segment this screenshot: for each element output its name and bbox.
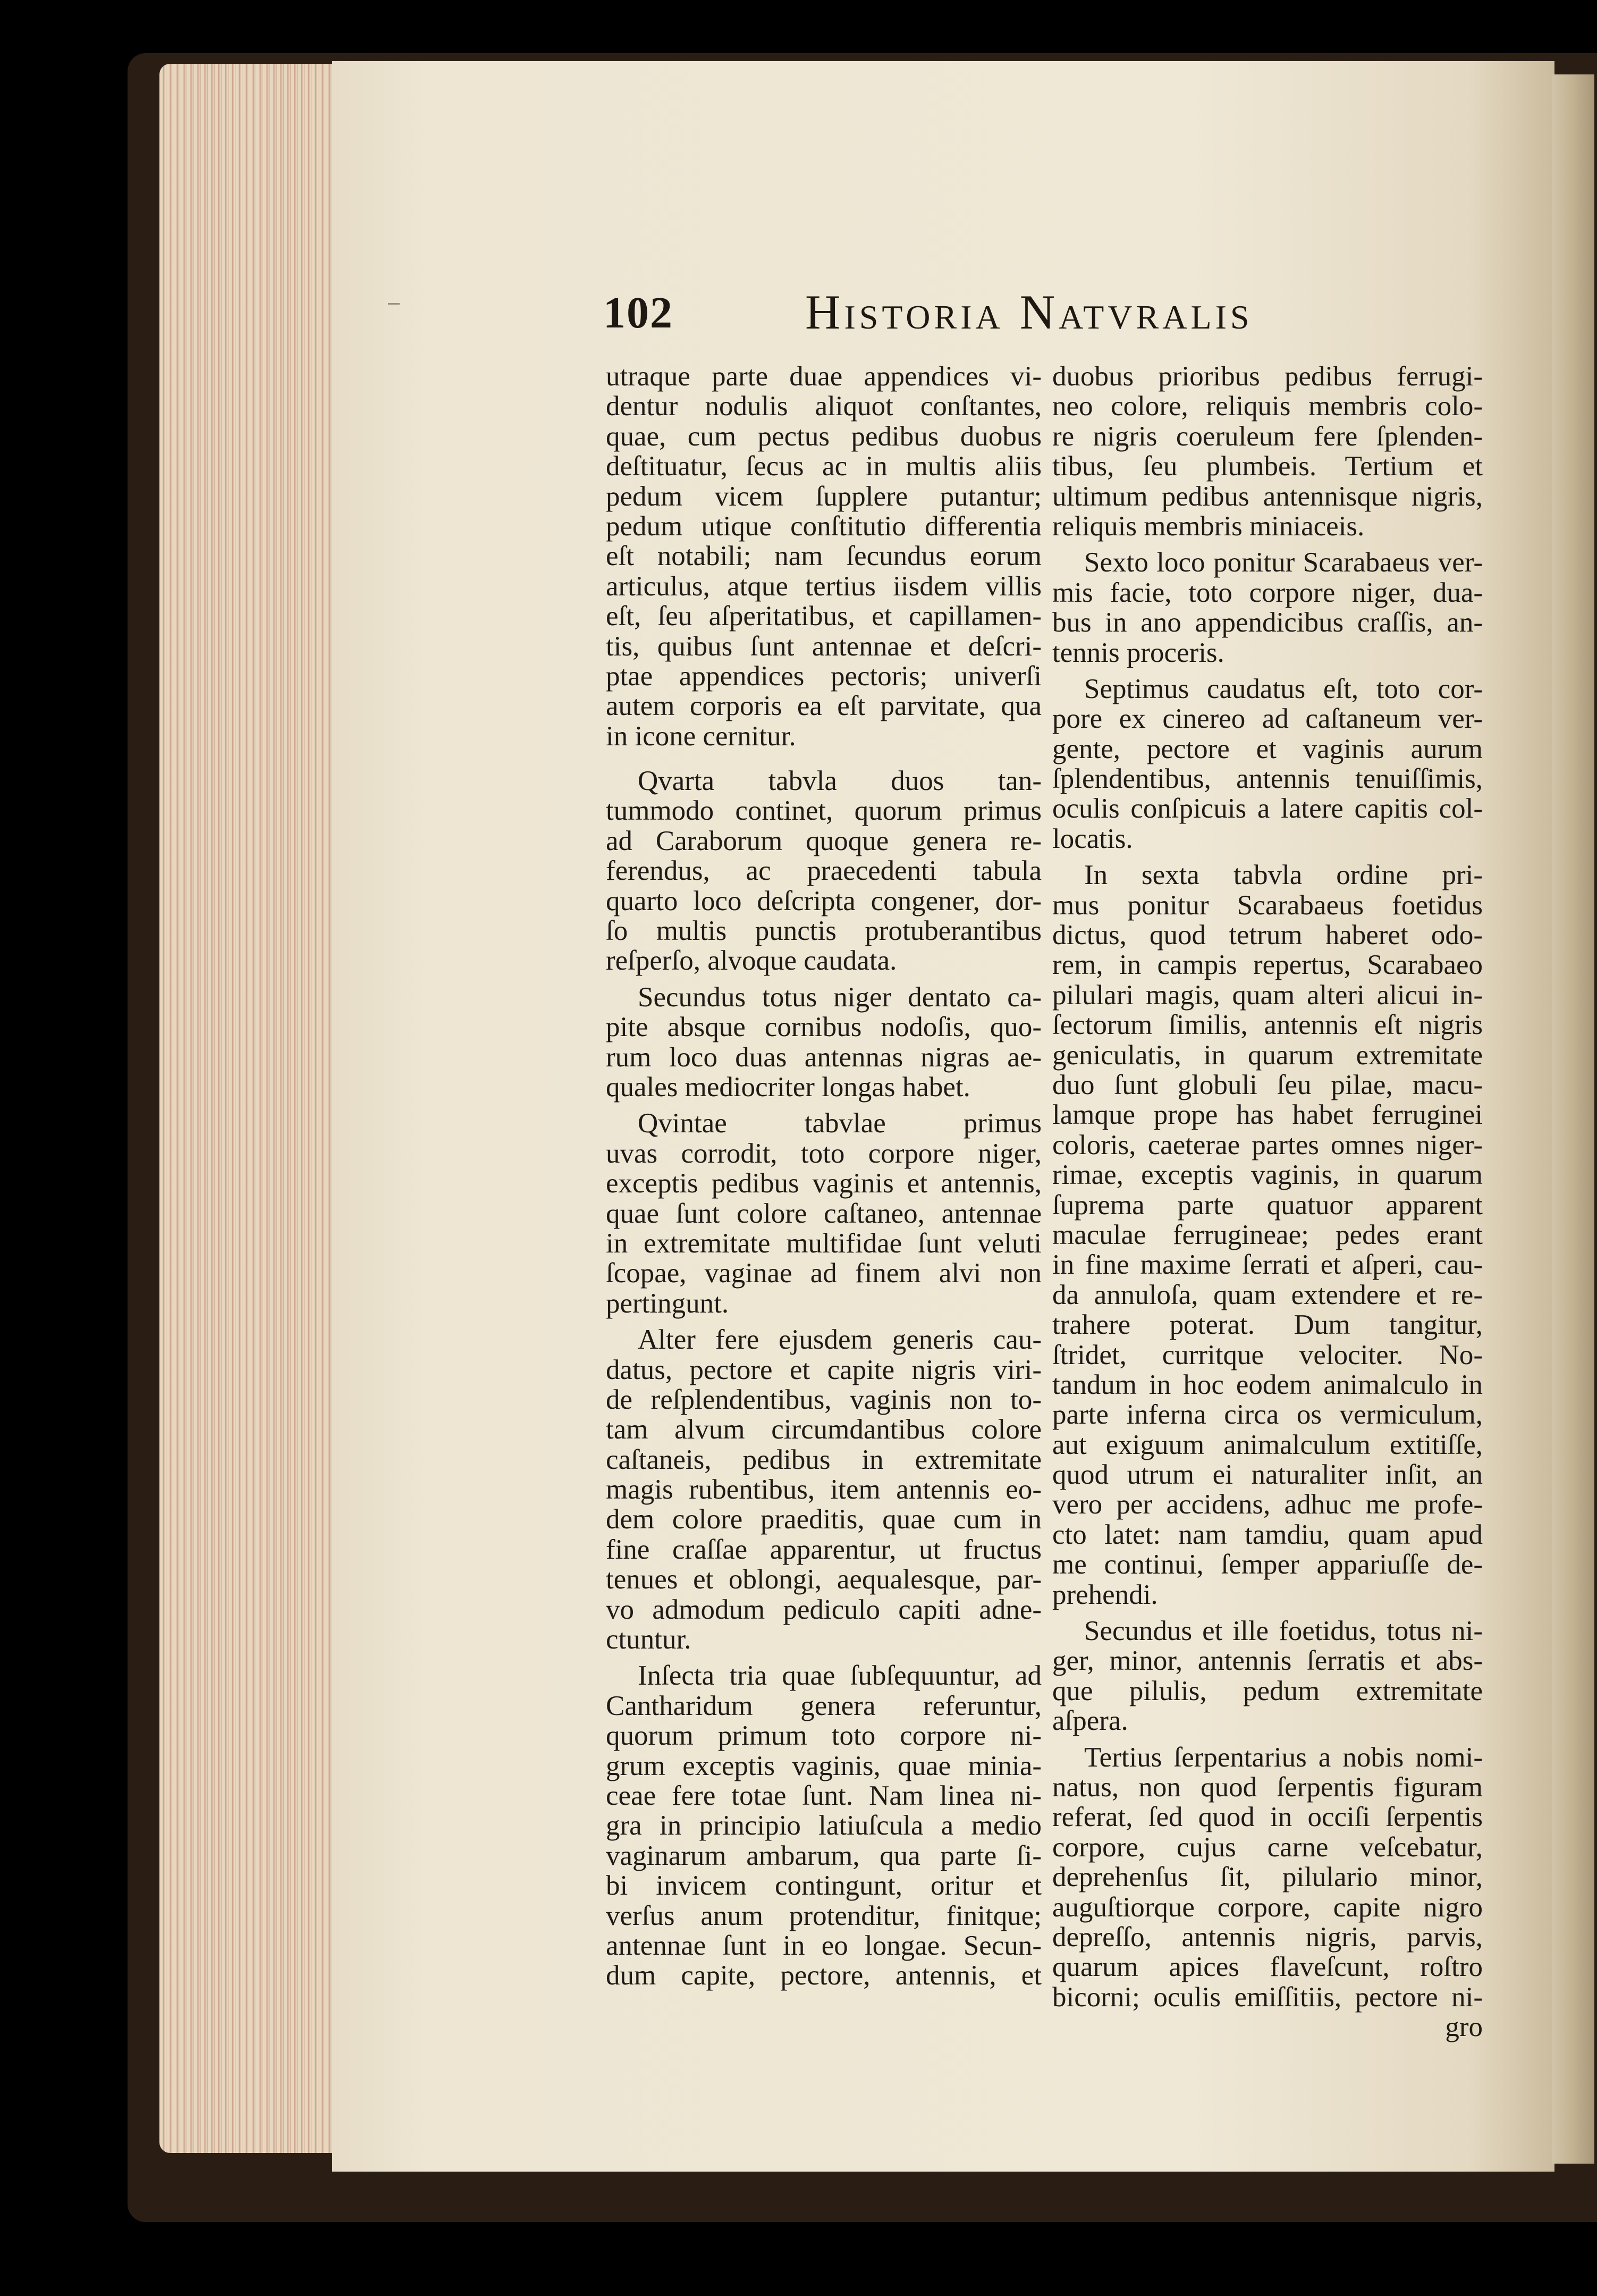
text-line: me continui, ſemper appariuſſe de- (1052, 1549, 1483, 1580)
text-line: magis rubentibus, item antennis eo- (606, 1474, 1042, 1506)
text-line: prehendi. (1052, 1579, 1158, 1610)
text-line: lamque prope has habet ferruginei (1052, 1099, 1483, 1131)
text-line: duobus prioribus pedibus ferrugi- (1052, 361, 1483, 392)
text-line: uvas corrodit, toto corpore niger, (606, 1138, 1042, 1169)
text-line: mus ponitur Scarabaeus foetidus (1052, 889, 1483, 921)
text-line: fine craſſae apparentur, ut fructus (606, 1534, 1042, 1565)
text-line: ferendus, ac praecedenti tabula (606, 855, 1042, 887)
text-line: quarum apices flaveſcunt, roſtro (1052, 1952, 1483, 1983)
margin-mark (388, 303, 400, 305)
text-line: parte inferna circa os vermiculum, (1052, 1399, 1483, 1431)
text-line: ſectorum ſimilis, antennis eſt nigris (1052, 1010, 1483, 1041)
text-line: quod utrum ei naturaliter inſit, an (1052, 1459, 1483, 1491)
text-line: cto latet: nam tamdiu, quam apud (1052, 1519, 1483, 1550)
facing-page-edge (1552, 74, 1594, 2164)
text-line: ſuprema parte quatuor apparent (1052, 1189, 1483, 1221)
text-line: datus, pectore et capite nigris viri- (606, 1354, 1042, 1385)
paragraph-gap (606, 976, 1042, 982)
text-line: corpore, cujus carne veſcebatur, (1052, 1831, 1483, 1863)
text-line: mis facie, toto corpore niger, dua- (1052, 577, 1483, 608)
text-line: antennae ſunt in eo longae. Secun- (606, 1930, 1042, 1961)
text-line: ctuntur. (606, 1624, 691, 1655)
text-line: Secundus et ille foetidus, totus ni- (1084, 1616, 1483, 1647)
text-line: dictus, quod tetrum haberet odo- (1052, 920, 1483, 951)
text-line: referat, ſed quod in occiſi ſerpentis (1052, 1802, 1483, 1833)
text-line: caſtaneis, pedibus in extremitate (606, 1444, 1042, 1475)
running-head (603, 287, 1454, 346)
running-title: Historia Natvralis (805, 285, 1253, 339)
text-line: quorum primum toto corpore ni- (606, 1720, 1042, 1752)
text-line: Tertius ſerpentarius a nobis nomi- (1084, 1742, 1483, 1773)
paragraph-gap (606, 751, 1042, 766)
text-line: pedum utique conſtitutio differentia (606, 510, 1042, 542)
text-line: pite absque cornibus nodoſis, quo- (606, 1012, 1042, 1043)
text-line: Cantharidum genera referuntur, (606, 1690, 1042, 1721)
text-line: bicorni; oculis emiſſitiis, pectore ni- (1052, 1981, 1483, 2013)
text-line: de reſplendentibus, vaginis non to- (606, 1384, 1042, 1415)
right-text-column (1052, 361, 1483, 2042)
text-line: tandum in hoc eodem animalculo in (1052, 1369, 1483, 1400)
text-line: dem colore praeditis, quae cum in (606, 1504, 1042, 1535)
text-line: ſcopae, vaginae ad finem alvi non (606, 1258, 1042, 1289)
text-line: vaginarum ambarum, qua parte ſi- (606, 1840, 1042, 1871)
page-edges (159, 64, 335, 2153)
text-line: pertingunt. (606, 1288, 729, 1319)
text-line: coloris, caeterae partes omnes niger- (1052, 1129, 1483, 1160)
text-line: dentur nodulis aliquot conſtantes, (606, 391, 1042, 422)
text-line: tis, quibus ſunt antennae et deſcri- (606, 630, 1042, 662)
text-line: articulus, atque tertius iisdem villis (606, 570, 1042, 602)
text-line: quae ſunt colore caſtaneo, antennae (606, 1198, 1042, 1229)
text-line: tennis proceris. (1052, 637, 1224, 668)
text-line: ad Caraborum quoque genera re- (606, 825, 1042, 856)
text-line: Septimus caudatus eſt, toto cor- (1084, 673, 1483, 704)
text-line: quarto loco deſcripta congener, dor- (606, 885, 1042, 916)
text-line: reliquis membris miniaceis. (1052, 510, 1365, 542)
text-line: rem, in campis repertus, Scarabaeo (1052, 949, 1483, 981)
text-line: Qvintae tabvlae primus (638, 1108, 1042, 1139)
text-line: da annuloſa, quam extendere et re- (1052, 1279, 1483, 1310)
text-line: gra in principio latiuſcula a medio (606, 1810, 1042, 1841)
text-line: vo admodum pediculo capiti adne- (606, 1594, 1042, 1625)
text-line: re nigris coeruleum fere ſplenden- (1052, 420, 1483, 452)
text-line: tam alvum circumdantibus colore (606, 1414, 1042, 1445)
text-line: quae, cum pectus pedibus duobus (606, 420, 1042, 452)
text-line: ſtridet, curritque velociter. No- (1052, 1339, 1483, 1370)
text-line: pedum vicem ſupplere putantur; (606, 481, 1042, 512)
text-line: bus in ano appendicibus craſſis, an- (1052, 607, 1483, 638)
text-line: que pilulis, pedum extremitate (1052, 1675, 1483, 1706)
text-line: ſo multis punctis protuberantibus (606, 915, 1042, 947)
text-line: eſt, ſeu aſperitatibus, et capillamen- (606, 601, 1042, 632)
text-line: pilulari magis, quam alteri alicui in- (1052, 979, 1483, 1011)
text-line: in fine maxime ſerrati et aſperi, cau- (1052, 1249, 1483, 1281)
text-line: Secundus totus niger dentato ca- (638, 981, 1042, 1013)
text-line: reſperſo, alvoque caudata. (606, 945, 897, 977)
text-line: grum exceptis vaginis, quae minia- (606, 1750, 1042, 1781)
text-line: tenues et oblongi, aequalesque, par- (606, 1564, 1042, 1595)
text-line: rimae, exceptis vaginis, in quarum (1052, 1159, 1483, 1191)
left-text-column (606, 361, 1042, 1991)
text-line: in extremitate multifidae ſunt veluti (606, 1227, 1042, 1259)
text-line: dum capite, pectore, antennis, et (606, 1960, 1042, 1991)
text-line: maculae ferrugineae; pedes erant (1052, 1219, 1483, 1250)
text-line: locatis. (1052, 823, 1133, 854)
text-line: pore ex cinereo ad caſtaneum ver- (1052, 703, 1483, 735)
text-line: trahere poterat. Dum tangitur, (1052, 1309, 1483, 1341)
text-line: verſus anum protenditur, finitque; (606, 1900, 1042, 1931)
text-line: deſtituatur, ſecus ac in multis aliis (606, 451, 1042, 482)
text-line: Inſecta tria quae ſubſequuntur, ad (638, 1660, 1042, 1692)
text-line: Qvarta tabvla duos tan- (638, 766, 1042, 797)
text-line: deprehenſus ſit, pilulario minor, (1052, 1862, 1483, 1893)
text-line: vero per accidens, adhuc me profe- (1052, 1489, 1483, 1520)
text-line: In sexta tabvla ordine pri- (1084, 860, 1483, 891)
text-line: ceae fere totae ſunt. Nam linea ni- (606, 1780, 1042, 1811)
text-line: quales mediocriter longas habet. (606, 1071, 970, 1103)
text-line: eſt notabili; nam ſecundus eorum (606, 541, 1042, 572)
text-line: in icone cernitur. (606, 720, 796, 752)
text-line: autem corporis ea eſt parvitate, qua (606, 691, 1042, 722)
paragraph-gap (1052, 1736, 1483, 1743)
text-line: ger, minor, antennis ſerratis et abs- (1052, 1645, 1483, 1677)
text-line: ptae appendices pectoris; univerſi (606, 660, 1042, 692)
text-line: ſplendentibus, antennis tenuiſſimis, (1052, 763, 1483, 795)
text-line: bi invicem contingunt, oritur et (606, 1870, 1042, 1902)
text-line: oculis conſpicuis a latere capitis col- (1052, 793, 1483, 825)
text-line: rum loco duas antennas nigras ae- (606, 1041, 1042, 1073)
text-line: Alter fere ejusdem generis cau- (638, 1324, 1042, 1356)
text-line: gente, pectore et vaginis aurum (1052, 733, 1483, 764)
text-line: tibus, ſeu plumbeis. Tertium et (1052, 451, 1483, 482)
text-line: auguſtiorque corpore, capite nigro (1052, 1891, 1483, 1923)
text-line: exceptis pedibus vaginis et antennis, (606, 1168, 1042, 1199)
text-line: geniculatis, in quarum extremitate (1052, 1039, 1483, 1071)
text-line: depreſſo, antennis nigris, parvis, (1052, 1921, 1483, 1953)
text-line: tummodo continet, quorum primus (606, 795, 1042, 827)
text-line: neo colore, reliquis membris colo- (1052, 391, 1483, 422)
text-line: gro (1445, 2012, 1483, 2043)
text-line: aut exiguum animalculum extitiſſe, (1052, 1429, 1483, 1460)
text-line: utraque parte duae appendices vi- (606, 361, 1042, 392)
text-line: aſpera. (1052, 1705, 1128, 1737)
text-line: ultimum pedibus antennisque nigris, (1052, 481, 1483, 512)
text-line: Sexto loco ponitur Scarabaeus ver- (1084, 547, 1483, 578)
text-line: natus, non quod ſerpentis figuram (1052, 1771, 1483, 1803)
page-number: 102 (603, 288, 673, 338)
text-line: duo ſunt globuli ſeu pilae, macu- (1052, 1069, 1483, 1100)
